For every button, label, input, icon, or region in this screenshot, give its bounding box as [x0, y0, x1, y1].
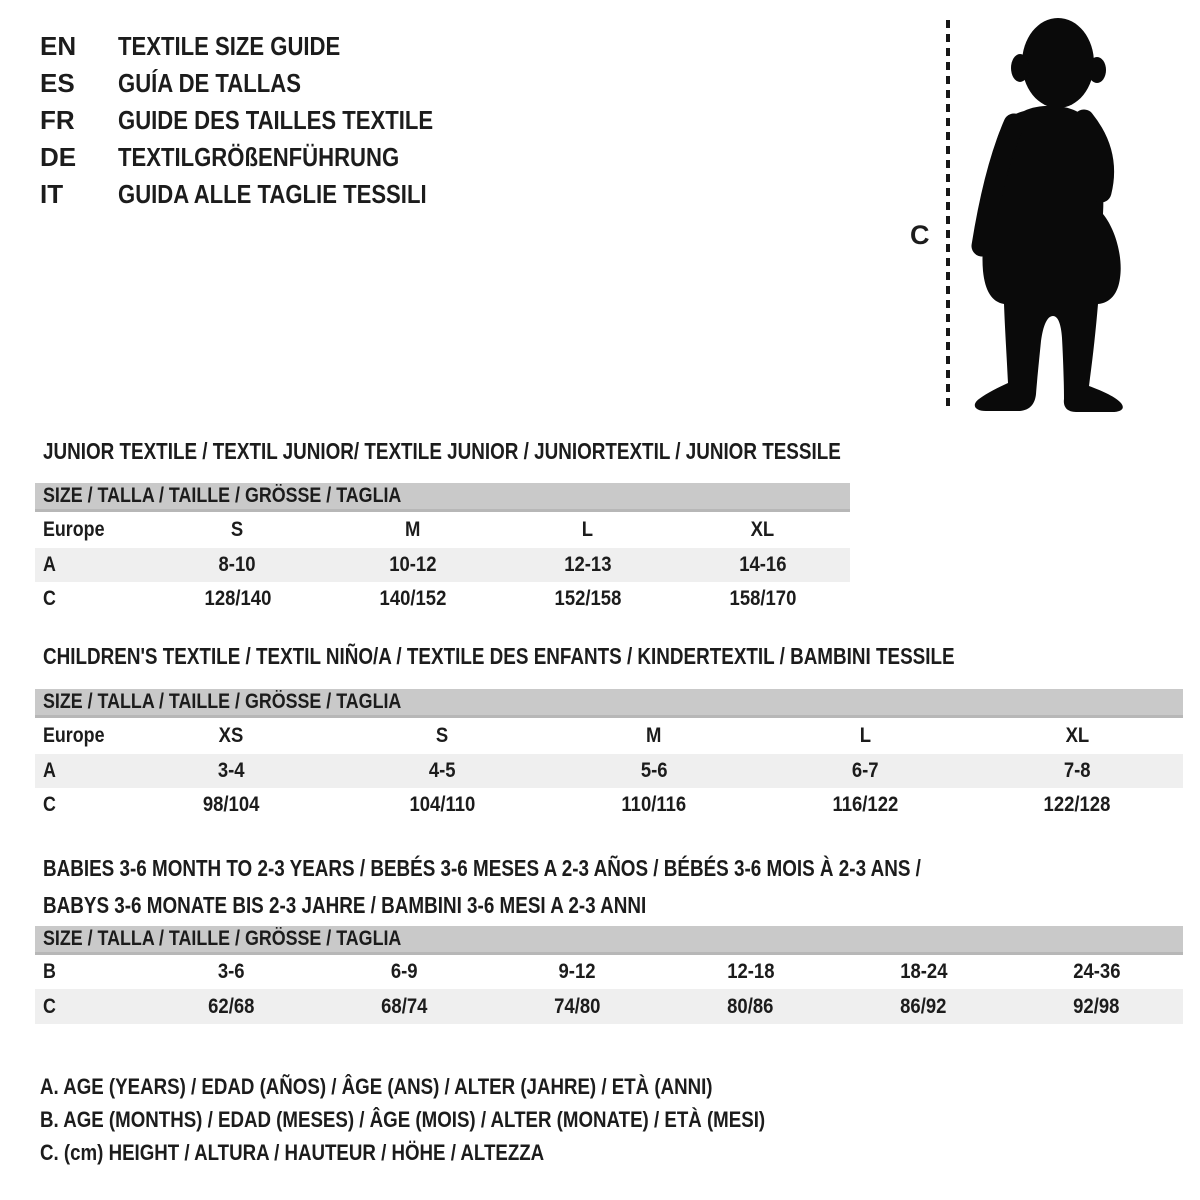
height-cell: 92/98	[1073, 994, 1120, 1018]
babies-table	[35, 926, 1183, 1024]
age-cell: 8-10	[219, 553, 256, 576]
height-cell: 158/170	[729, 587, 796, 610]
table-row-europe	[35, 512, 850, 548]
height-cell: 122/128	[1043, 793, 1111, 816]
lang-title-de: TEXTILGRÖßENFÜHRUNG	[118, 142, 400, 172]
height-dashed-line	[946, 20, 950, 410]
age-cell: 7-8	[1063, 759, 1091, 782]
age-cell: 12-13	[563, 553, 612, 576]
lang-code-it: IT	[40, 179, 64, 209]
size-cell: L	[581, 518, 594, 541]
size-cell: S	[436, 724, 449, 747]
legend-line-b: B. AGE (MONTHS) / EDAD (MESES) / ÂGE (MOIS) / ALTER (MONATE) / ETÀ (MESI)	[40, 1107, 766, 1132]
height-cell: 80/86	[727, 994, 774, 1018]
lang-row-de	[40, 139, 489, 176]
table-row-months	[35, 955, 1183, 989]
legend-line-c: C. (cm) HEIGHT / ALTURA / HAUTEUR / HÖHE / ALTEZZA	[40, 1140, 545, 1165]
months-cell: 3-6	[218, 960, 245, 983]
lang-code-en: EN	[40, 31, 77, 61]
row-label: A	[43, 553, 56, 576]
row-label: C	[43, 793, 56, 816]
months-cell: 12-18	[726, 960, 775, 983]
height-cell: 74/80	[554, 994, 601, 1018]
months-cell: 18-24	[899, 960, 948, 983]
size-cell: M	[646, 724, 662, 747]
lang-title-it: GUIDA ALLE TAGLIE TESSILI	[118, 179, 427, 209]
table-row-age	[35, 754, 1183, 788]
table-row-height	[35, 989, 1183, 1024]
height-cell: 98/104	[202, 793, 260, 816]
row-label: B	[43, 960, 56, 983]
lang-row-it	[40, 176, 489, 213]
height-cell: 68/74	[381, 994, 428, 1018]
lang-row-es	[40, 65, 489, 102]
legend-line-a: A. AGE (YEARS) / EDAD (AÑOS) / ÂGE (ANS) / ALTER (JAHRE) / ETÀ (ANNI)	[40, 1074, 713, 1099]
size-cell: L	[859, 724, 872, 747]
height-cell: 116/122	[832, 793, 899, 816]
junior-size-header-bar: SIZE / TALLA / TAILLE / GRÖSSE / TAGLIA	[35, 483, 850, 512]
children-table	[35, 689, 1183, 822]
babies-section-title-line2: BABYS 3-6 MONATE BIS 2-3 JAHRE / BAMBINI 3-6 MESI A 2-3 ANNI	[43, 892, 647, 918]
language-title-block	[40, 28, 489, 213]
table-row-height	[35, 788, 1183, 822]
lang-title-fr: GUIDE DES TAILLES TEXTILE	[118, 105, 434, 135]
lang-code-es: ES	[40, 68, 75, 98]
junior-section	[35, 438, 850, 616]
lang-row-en	[40, 28, 489, 65]
lang-code-de: DE	[40, 142, 77, 172]
junior-section-title: JUNIOR TEXTILE / TEXTIL JUNIOR/ TEXTILE JUNIOR / JUNIORTEXTIL / JUNIOR TESSILE	[43, 438, 841, 464]
children-section-title: CHILDREN'S TEXTILE / TEXTIL NIÑO/A / TEXTILE DES ENFANTS / KINDERTEXTIL / BAMBINI TESSILE	[43, 643, 955, 669]
children-section	[35, 643, 1183, 822]
row-label: A	[43, 759, 56, 782]
months-cell: 9-12	[559, 960, 596, 983]
months-cell: 6-9	[391, 960, 418, 983]
lang-title-en: TEXTILE SIZE GUIDE	[118, 31, 341, 61]
size-cell: M	[404, 518, 421, 541]
size-cell: XL	[1065, 724, 1089, 747]
age-cell: 5-6	[640, 759, 668, 782]
size-cell: S	[231, 518, 244, 541]
height-cell: 140/152	[379, 587, 446, 610]
lang-code-fr: FR	[40, 105, 75, 135]
babies-section-title-line1: BABIES 3-6 MONTH TO 2-3 YEARS / BEBÉS 3-6 MESES A 2-3 AÑOS / BÉBÉS 3-6 MOIS À 2-3 ANS /	[43, 855, 921, 881]
lang-row-fr	[40, 102, 489, 139]
junior-table	[35, 483, 850, 616]
babies-section	[35, 850, 1183, 1024]
size-cell: XL	[750, 518, 775, 541]
height-cell: 86/92	[900, 994, 947, 1018]
table-row-height	[35, 582, 850, 616]
months-cell: 24-36	[1072, 960, 1121, 983]
children-size-header-bar: SIZE / TALLA / TAILLE / GRÖSSE / TAGLIA	[35, 689, 1183, 718]
age-cell: 10-12	[388, 553, 437, 576]
row-label: Europe	[43, 724, 105, 747]
lang-title-es: GUÍA DE TALLAS	[118, 68, 301, 98]
row-label: C	[43, 587, 56, 610]
age-cell: 4-5	[429, 759, 456, 782]
height-cell: 128/140	[204, 587, 271, 610]
age-cell: 6-7	[852, 759, 879, 782]
age-cell: 3-4	[217, 759, 245, 782]
table-row-europe	[35, 718, 1183, 754]
size-cell: XS	[218, 724, 244, 747]
toddler-silhouette-icon	[962, 16, 1134, 412]
babies-size-header-bar: SIZE / TALLA / TAILLE / GRÖSSE / TAGLIA	[35, 926, 1183, 955]
row-label: C	[43, 994, 56, 1018]
measure-legend	[40, 1070, 893, 1169]
height-cell: 152/158	[554, 587, 621, 610]
table-row-age	[35, 548, 850, 582]
age-cell: 14-16	[738, 553, 787, 576]
height-measure-label: C	[910, 220, 930, 250]
height-measure-figure	[900, 14, 1150, 418]
height-cell: 104/110	[409, 793, 476, 816]
height-cell: 62/68	[208, 994, 255, 1018]
height-cell: 110/116	[621, 793, 687, 816]
row-label: Europe	[43, 518, 105, 541]
